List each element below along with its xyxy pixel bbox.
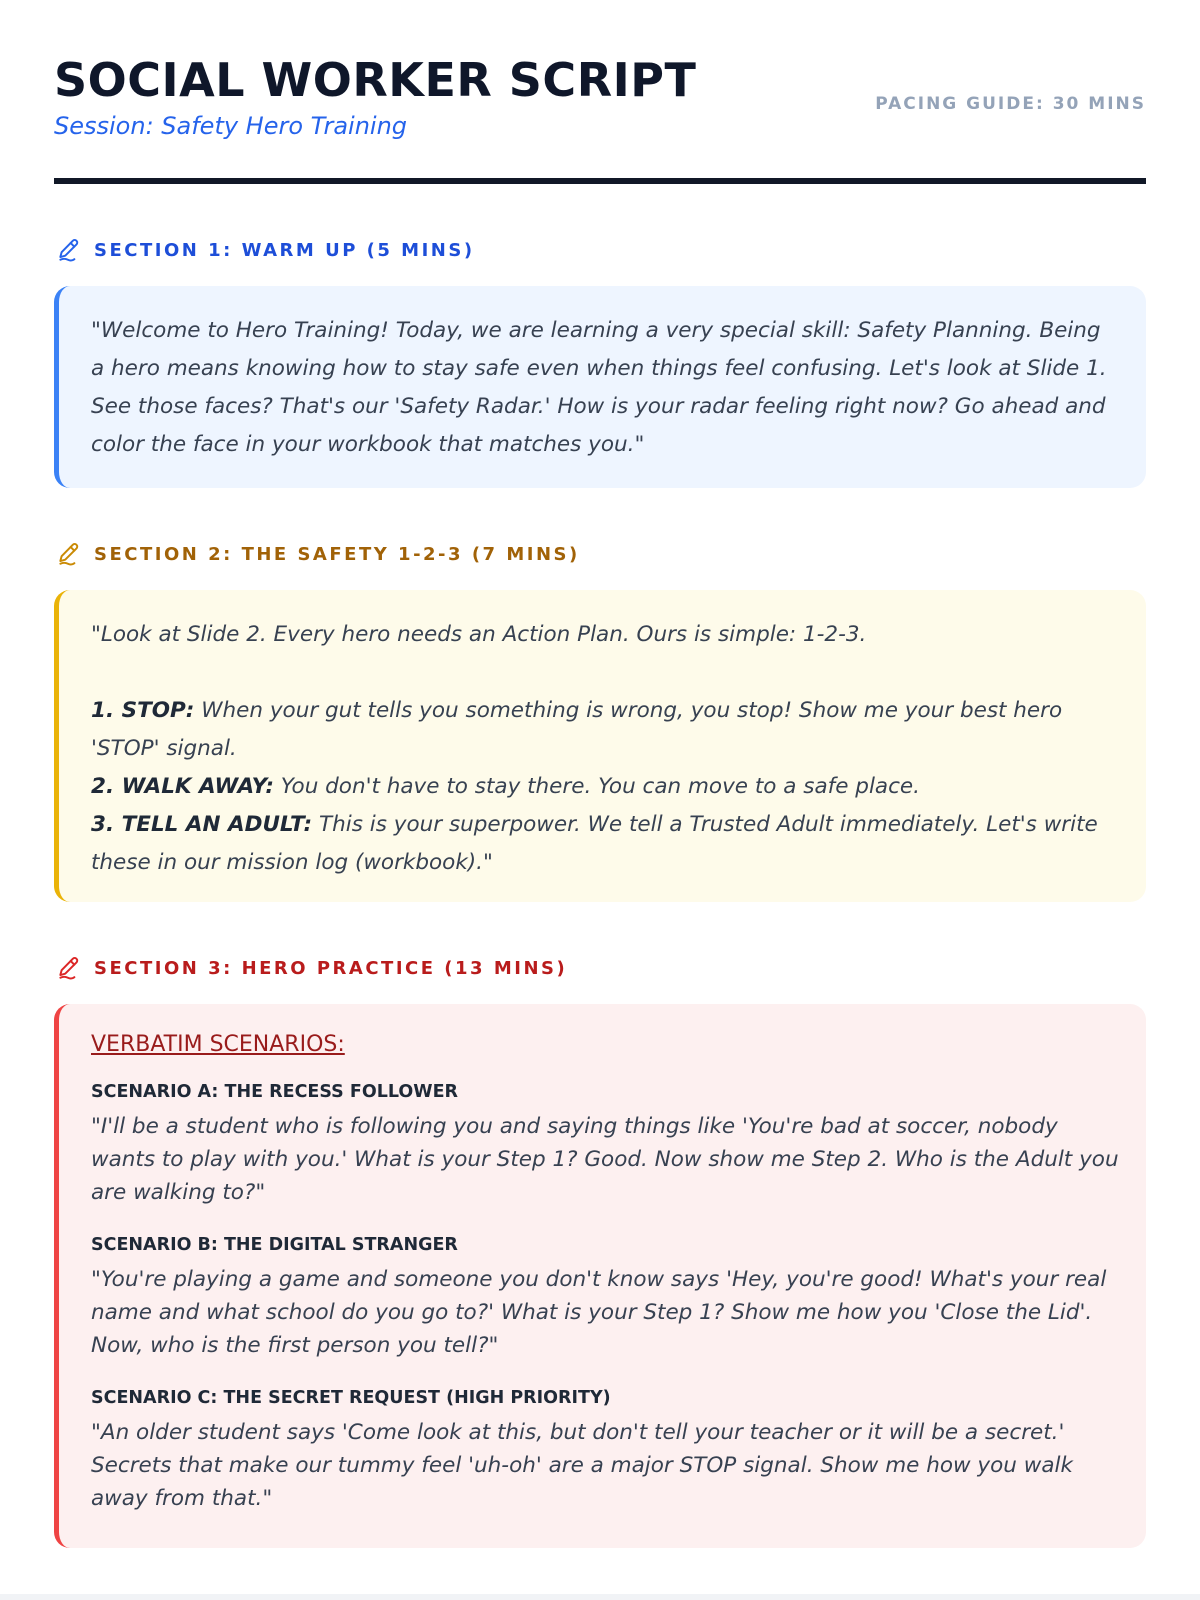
pen-icon — [56, 237, 82, 263]
scenario-title: SCENARIO A: THE RECESS FOLLOWER — [91, 1082, 458, 1102]
step-text: You don't have to stay there. You can move to a safe place. — [273, 774, 920, 799]
session-subtitle: Session: Safety Hero Training — [54, 112, 408, 140]
section-1-script: "Welcome to Hero Training! Today, we are learning a very special skill: Safety Planning. Being a hero means knowing how to stay safe even when things feel confusing. Let's look at Slide 1. See those faces? That's our 'Safety Radar.' How is your radar feeling right now? Go ahead and color the face in your workbook that matches you." — [91, 318, 1107, 457]
page-bottom-edge — [0, 1594, 1200, 1600]
section-heading: SECTION 3: HERO PRACTICE (13 MINS) — [94, 957, 568, 979]
scenario-text: "I'll be a student who is following you and saying things like 'You're bad at soccer, nobody wants to play with you.' What is your Step 1? Good. Now show me Step 2. Who is the Adult you are walking to?" — [91, 1114, 1119, 1205]
page-title: SOCIAL WORKER SCRIPT — [54, 53, 697, 107]
step-label: 3. TELL AN ADULT: — [91, 812, 313, 837]
section-heading: SECTION 1: WARM UP (5 MINS) — [94, 239, 475, 261]
step-label: 1. STOP: — [91, 698, 195, 723]
section-1-card — [54, 286, 1146, 488]
pen-icon — [56, 955, 82, 981]
scenario-title: SCENARIO C: THE SECRET REQUEST (HIGH PRIORITY) — [91, 1388, 611, 1408]
header — [54, 52, 1146, 184]
scenario-text: "An older student says 'Come look at this, but don't tell your teacher or it will be a secret.' Secrets that make our tummy feel 'uh-oh' are a major STOP signal. Show me how you walk away from that." — [91, 1420, 1073, 1511]
step-item — [91, 692, 1120, 768]
step-label: 2. WALK AWAY: — [91, 774, 274, 799]
section-2-heading — [54, 540, 1146, 568]
section-2-card — [54, 590, 1146, 902]
scenario-title: SCENARIO B: THE DIGITAL STRANGER — [91, 1235, 458, 1255]
verbatim-heading: VERBATIM SCENARIOS: — [91, 1032, 345, 1057]
pacing-guide: PACING GUIDE: 30 MINS — [875, 94, 1146, 114]
section-2-intro: "Look at Slide 2. Every hero needs an Action Plan. Ours is simple: 1-2-3. — [91, 622, 867, 647]
section-3-card — [54, 1004, 1146, 1548]
step-text: This is your superpower. We tell a Trusted Adult immediately. Let's write these in our mission log (workbook)." — [91, 812, 1098, 875]
step-text: When your gut tells you something is wrong, you stop! Show me your best hero 'STOP' signal. — [91, 698, 1063, 761]
step-item — [91, 768, 1120, 806]
section-1-heading — [54, 236, 1146, 264]
section-3-heading — [54, 954, 1146, 982]
step-item — [91, 806, 1120, 882]
section-heading: SECTION 2: THE SAFETY 1-2-3 (7 MINS) — [94, 543, 580, 565]
scenario-text: "You're playing a game and someone you don't know says 'Hey, you're good! What's your real name and what school do you go to?' What is your Step 1? Show me how you 'Close the Lid'. Now, who is the first person you tell?" — [91, 1267, 1107, 1358]
pen-icon — [56, 541, 82, 567]
spacer — [91, 654, 1120, 692]
